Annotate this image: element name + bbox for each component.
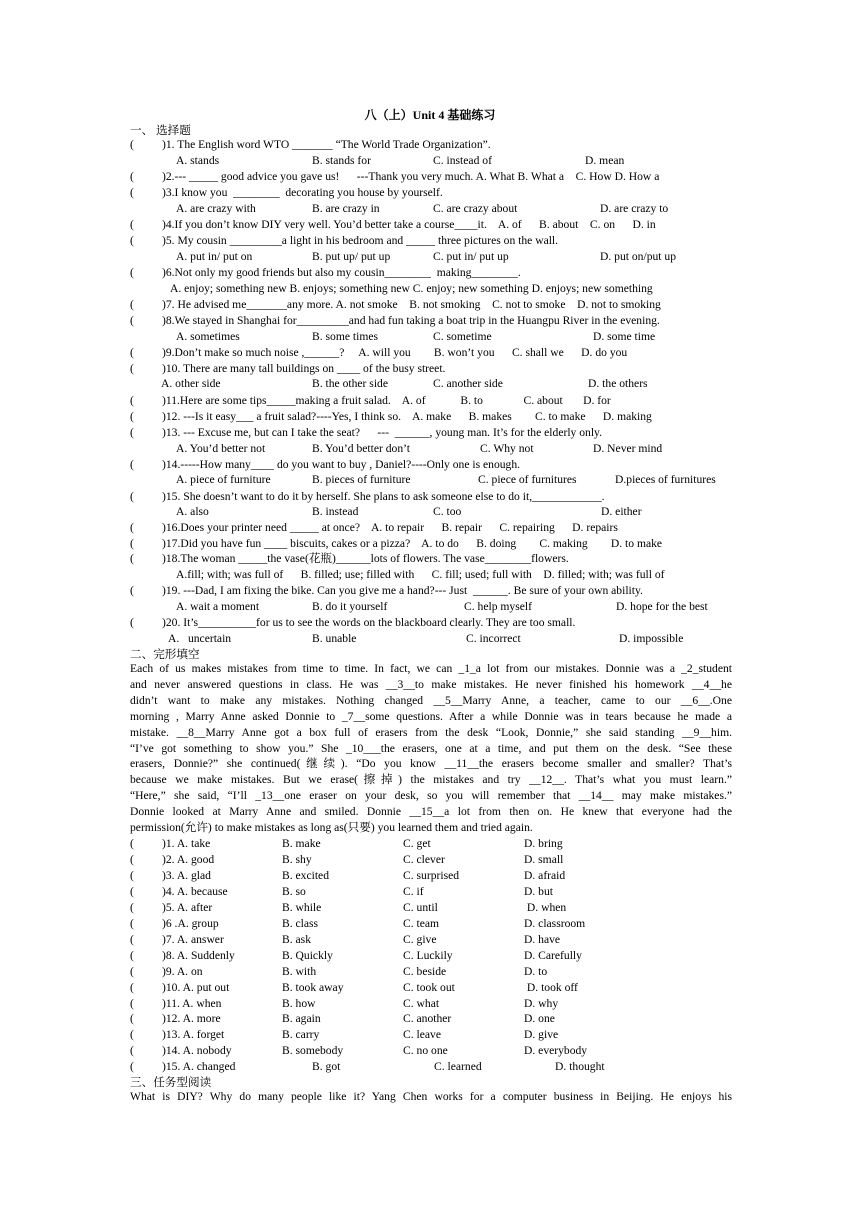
option-b[interactable]: B. excited bbox=[282, 868, 330, 882]
option-b[interactable]: B. class bbox=[282, 916, 319, 930]
option-a[interactable]: A. other side bbox=[161, 377, 221, 390]
cloze-row bbox=[130, 1043, 730, 1059]
cloze-row bbox=[130, 1059, 730, 1075]
option-c[interactable]: C. piece of furnitures bbox=[478, 473, 577, 486]
option-c[interactable]: C. clever bbox=[403, 852, 445, 866]
option-c[interactable]: C. incorrect bbox=[466, 632, 521, 645]
option-d[interactable]: D. give bbox=[524, 1028, 559, 1042]
option-b[interactable]: B. the other side bbox=[312, 377, 388, 390]
option-a[interactable]: )2. A. good bbox=[162, 852, 215, 866]
cloze-row bbox=[130, 916, 730, 932]
option-b[interactable]: B. Quickly bbox=[282, 948, 333, 962]
option-c[interactable]: C. give bbox=[403, 932, 437, 946]
option-row bbox=[0, 504, 642, 520]
option-c[interactable]: C. another bbox=[403, 1012, 452, 1026]
option-row bbox=[0, 567, 665, 583]
option-b[interactable]: B. somebody bbox=[282, 1044, 344, 1058]
option-b[interactable]: B. You’d better don’t bbox=[312, 442, 411, 455]
answer-blank[interactable]: ( bbox=[130, 1028, 134, 1042]
answer-blank[interactable]: ( bbox=[130, 837, 134, 850]
passage-line: mistake. __8__Marry Anne got a box full of erasers from the desk “Look, Donnie,” she said standing __9__him. bbox=[130, 725, 732, 739]
cloze-row bbox=[130, 1027, 730, 1043]
option-c[interactable]: C. learned bbox=[434, 1060, 482, 1074]
option-b[interactable]: B. are crazy in bbox=[312, 202, 380, 215]
option-c[interactable]: C. surprised bbox=[403, 868, 460, 882]
option-d[interactable]: D. Never mind bbox=[593, 442, 663, 455]
option-c[interactable]: C. get bbox=[403, 837, 431, 850]
question-text: )3.I know you ________ decorating you house by yourself. bbox=[162, 186, 443, 199]
option-b[interactable]: B. took away bbox=[282, 980, 344, 994]
option-d[interactable]: D. why bbox=[524, 996, 559, 1010]
option-line: A.fill; with; was full of B. filled; use; filled with C. fill; used; full with D. filled; with; was full of bbox=[176, 568, 665, 581]
question-row bbox=[130, 583, 740, 599]
question-text: )19. ---Dad, I am fixing the bike. Can you give me a hand?--- Just ______. Be sure of your own ability. bbox=[162, 584, 643, 597]
answer-blank[interactable]: ( bbox=[130, 964, 134, 978]
option-a[interactable]: )3. A. glad bbox=[162, 868, 211, 882]
option-d[interactable]: D. bring bbox=[524, 837, 563, 850]
option-c[interactable]: C. no one bbox=[403, 1044, 448, 1058]
question-text: )9.Don’t make so much noise ,______? A. will you B. won’t you C. shall we D. do you bbox=[162, 346, 628, 359]
question-text: )12. ---Is it easy___ a fruit salad?----Yes, I think so. A. make B. makes C. to make D. making bbox=[162, 410, 652, 423]
question-text: )13. --- Excuse me, but can I take the seat? --- ______, young man. It’s for the elderly only. bbox=[162, 426, 602, 439]
option-d[interactable]: D. hope for the best bbox=[616, 600, 708, 613]
section-heading-choice: 一、 选择题 bbox=[130, 124, 191, 137]
option-row bbox=[0, 599, 708, 615]
question-text: )2.--- _____ good advice you gave us! ---Thank you very much. A. What B. What a C. How D. How a bbox=[162, 170, 660, 183]
passage-line: morning , Marry Anne asked Donnie to _7__some questions. After a while Donnie was in tears because he made a bbox=[130, 709, 732, 723]
question-text: )14.-----How many____ do you want to buy , Daniel?----Only one is enough. bbox=[162, 458, 521, 471]
question-text: )1. The English word WTO _______ “The World Trade Organization”. bbox=[162, 138, 491, 151]
passage-line: Donnie looked at Marry Anne and smiled. Donnie __15__a lot from then on. He knew that everyone had the bbox=[130, 805, 732, 819]
option-c[interactable]: C. until bbox=[403, 900, 438, 914]
option-a[interactable]: A. uncertain bbox=[168, 632, 232, 645]
question-row bbox=[130, 233, 740, 249]
passage-line: “Here,” she said, “I’ll _13__one eraser on your desk, so you will remember that __14__ may make mistakes.” bbox=[130, 789, 732, 803]
option-a[interactable]: A. stands bbox=[176, 154, 220, 167]
option-a[interactable]: )8. A. Suddenly bbox=[162, 948, 235, 962]
option-row bbox=[0, 201, 669, 217]
answer-blank[interactable]: ( bbox=[130, 1044, 134, 1058]
option-a[interactable]: A. wait a moment bbox=[176, 600, 260, 613]
answer-blank[interactable]: ( bbox=[130, 916, 134, 930]
option-a[interactable]: )1. A. take bbox=[162, 837, 211, 850]
option-b[interactable]: B. how bbox=[282, 996, 316, 1010]
option-d[interactable]: D. either bbox=[601, 505, 642, 518]
option-a[interactable]: A. are crazy with bbox=[176, 202, 256, 215]
question-row bbox=[130, 169, 740, 185]
question-row bbox=[130, 393, 740, 409]
option-c[interactable]: C. instead of bbox=[433, 154, 492, 167]
answer-blank[interactable]: ( bbox=[130, 996, 134, 1010]
question-text: )4.If you don’t know DIY very well. You’d better take a course____it. A. of B. about C. on D. in bbox=[162, 218, 656, 231]
answer-blank[interactable]: ( bbox=[130, 980, 134, 994]
passage-line: and never answered questions in class. He was __3__to make mistakes. He never finished his homework __4__he bbox=[130, 677, 732, 691]
option-b[interactable]: B. instead bbox=[312, 505, 359, 518]
option-d[interactable]: D. impossible bbox=[619, 632, 684, 645]
option-a[interactable]: A. put in/ put on bbox=[176, 250, 253, 263]
answer-blank[interactable]: ( bbox=[130, 218, 134, 231]
reading-passage bbox=[130, 1089, 732, 1105]
option-a[interactable]: A. also bbox=[176, 505, 209, 518]
question-row bbox=[130, 217, 740, 233]
option-b[interactable]: B. some times bbox=[312, 330, 379, 343]
passage-line: “I’ve got something to show you.” She _10___the erasers, one at a time, and put them on the desk. “See these bbox=[130, 741, 732, 755]
question-row bbox=[130, 615, 740, 631]
answer-blank[interactable]: ( bbox=[130, 346, 134, 359]
passage-line: because we make mistakes. But we erase(擦掉) the mistakes and try __12__. That’s what you must learn.” bbox=[130, 773, 732, 787]
option-c[interactable]: C. Luckily bbox=[403, 948, 453, 962]
option-row bbox=[0, 472, 716, 488]
option-b[interactable]: B. shy bbox=[282, 852, 312, 866]
question-row bbox=[130, 457, 740, 473]
answer-blank[interactable]: ( bbox=[130, 616, 134, 629]
option-a[interactable]: )6 .A. group bbox=[162, 916, 219, 930]
option-a[interactable]: )5. A. after bbox=[162, 900, 213, 914]
question-row bbox=[130, 409, 740, 425]
option-a[interactable]: )9. A. on bbox=[162, 964, 203, 978]
question-text: )18.The woman _____the vase(花瓶)______lots of flowers. The vase________flowers. bbox=[162, 552, 569, 565]
cloze-row bbox=[130, 868, 730, 884]
question-row bbox=[130, 361, 740, 377]
passage-line: permission(允许) to make mistakes as long as(只要) you learned them and tried again. bbox=[130, 821, 533, 835]
option-c[interactable]: C. took out bbox=[403, 980, 455, 994]
option-c[interactable]: C. help myself bbox=[464, 600, 532, 613]
option-b[interactable]: B. got bbox=[312, 1060, 341, 1074]
answer-blank[interactable]: ( bbox=[130, 458, 134, 471]
answer-blank[interactable]: ( bbox=[130, 234, 134, 247]
answer-blank[interactable]: ( bbox=[130, 900, 134, 914]
option-a[interactable]: A. piece of furniture bbox=[176, 473, 271, 486]
option-d[interactable]: D. the others bbox=[588, 377, 648, 390]
question-row bbox=[130, 425, 740, 441]
answer-blank[interactable]: ( bbox=[130, 584, 134, 597]
option-row bbox=[0, 281, 653, 297]
option-c[interactable]: C. what bbox=[403, 996, 440, 1010]
cloze-row bbox=[130, 852, 730, 868]
option-b[interactable]: B. with bbox=[282, 964, 317, 978]
option-c[interactable]: C. put in/ put up bbox=[433, 250, 509, 263]
option-d[interactable]: D. small bbox=[524, 852, 564, 866]
option-d[interactable]: D. one bbox=[524, 1012, 555, 1026]
option-c[interactable]: C. another side bbox=[433, 377, 503, 390]
option-d[interactable]: D. some time bbox=[593, 330, 656, 343]
option-d[interactable]: D. afraid bbox=[524, 868, 566, 882]
question-row bbox=[130, 489, 740, 505]
option-d[interactable]: D. are crazy to bbox=[600, 202, 669, 215]
section-heading-reading: 三、任务型阅读 bbox=[130, 1076, 212, 1089]
option-b[interactable]: B. pieces of furniture bbox=[312, 473, 411, 486]
option-a[interactable]: )10. A. put out bbox=[162, 980, 230, 994]
option-a[interactable]: A. You’d better not bbox=[176, 442, 266, 455]
cloze-row bbox=[130, 996, 730, 1012]
option-row bbox=[0, 329, 656, 345]
option-row bbox=[0, 153, 625, 169]
question-row bbox=[130, 137, 740, 153]
option-a[interactable]: )13. A. forget bbox=[162, 1028, 225, 1042]
option-row bbox=[0, 441, 663, 457]
answer-blank[interactable]: ( bbox=[130, 266, 134, 279]
question-row bbox=[130, 345, 740, 361]
option-a[interactable]: A. sometimes bbox=[176, 330, 240, 343]
option-b[interactable]: B. while bbox=[282, 900, 322, 914]
question-text: )16.Does your printer need _____ at once? A. to repair B. repair C. repairing D. repairs bbox=[162, 521, 618, 534]
answer-blank[interactable]: ( bbox=[130, 410, 134, 423]
answer-blank[interactable]: ( bbox=[130, 362, 134, 375]
option-b[interactable]: B. do it yourself bbox=[312, 600, 388, 613]
option-d[interactable]: D. mean bbox=[585, 154, 625, 167]
cloze-row bbox=[130, 836, 730, 852]
option-d[interactable]: D. but bbox=[524, 884, 553, 898]
cloze-row bbox=[130, 884, 730, 900]
option-b[interactable]: B. again bbox=[282, 1012, 321, 1026]
question-row bbox=[130, 536, 740, 552]
answer-blank[interactable]: ( bbox=[130, 868, 134, 882]
answer-blank[interactable]: ( bbox=[130, 521, 134, 534]
option-c[interactable]: C. team bbox=[403, 916, 440, 930]
question-text: )20. It’s__________for us to see the words on the blackboard clearly. They are too small. bbox=[162, 616, 576, 629]
cloze-row bbox=[130, 964, 730, 980]
option-c[interactable]: C. are crazy about bbox=[433, 202, 518, 215]
answer-blank[interactable]: ( bbox=[130, 948, 134, 962]
answer-blank[interactable]: ( bbox=[130, 852, 134, 866]
option-b[interactable]: B. carry bbox=[282, 1028, 320, 1042]
answer-blank[interactable]: ( bbox=[130, 186, 134, 199]
option-row bbox=[0, 631, 684, 647]
option-line: A. enjoy; something new B. enjoys; something new C. enjoy; new something D. enjoys; new something bbox=[170, 282, 653, 295]
cloze-row bbox=[130, 948, 730, 964]
answer-blank[interactable]: ( bbox=[130, 932, 134, 946]
question-row bbox=[130, 313, 740, 329]
answer-blank[interactable]: ( bbox=[130, 394, 134, 407]
cloze-row bbox=[130, 900, 730, 916]
option-d[interactable]: D. put on/put up bbox=[600, 250, 677, 263]
question-text: )10. There are many tall buildings on ____ of the busy street. bbox=[162, 362, 446, 375]
answer-blank[interactable]: ( bbox=[130, 490, 134, 503]
cloze-row bbox=[130, 1011, 730, 1027]
option-b[interactable]: B. stands for bbox=[312, 154, 371, 167]
question-row bbox=[130, 185, 740, 201]
option-c[interactable]: C. leave bbox=[403, 1028, 441, 1042]
option-c[interactable]: C. Why not bbox=[480, 442, 534, 455]
question-text: )11.Here are some tips_____making a fruit salad. A. of B. to C. about D. for bbox=[162, 394, 611, 407]
reading-line: What is DIY? Why do many people like it? Yang Chen works for a computer business in Beijing. He enjoys his bbox=[130, 1090, 732, 1103]
option-d[interactable]: D. classroom bbox=[524, 916, 586, 930]
option-d[interactable]: D. have bbox=[524, 932, 561, 946]
passage-line: didn’t want to make any mistakes. Nothing changed __5__Marry Anne, a teacher, came to our __6__.One bbox=[130, 693, 732, 707]
option-d[interactable]: D. everybody bbox=[524, 1044, 588, 1058]
option-c[interactable]: C. too bbox=[433, 505, 462, 518]
answer-blank[interactable]: ( bbox=[130, 170, 134, 183]
question-row bbox=[130, 297, 740, 313]
question-text: )7. He advised me_______any more. A. not smoke B. not smoking C. not to smoke D. not to smoking bbox=[162, 298, 661, 311]
answer-blank[interactable]: ( bbox=[130, 1012, 134, 1026]
option-b[interactable]: B. ask bbox=[282, 932, 311, 946]
question-text: )6.Not only my good friends but also my cousin________ making________. bbox=[162, 266, 521, 279]
option-d[interactable]: D.pieces of furnitures bbox=[615, 473, 716, 486]
option-a[interactable]: )7. A. answer bbox=[162, 932, 224, 946]
answer-blank[interactable]: ( bbox=[130, 314, 134, 327]
question-row bbox=[130, 265, 740, 281]
answer-blank[interactable]: ( bbox=[130, 884, 134, 898]
answer-blank[interactable]: ( bbox=[130, 138, 134, 151]
option-c[interactable]: C. sometime bbox=[433, 330, 492, 343]
answer-blank[interactable]: ( bbox=[130, 426, 134, 439]
cloze-passage bbox=[130, 661, 732, 836]
answer-blank[interactable]: ( bbox=[130, 552, 134, 565]
question-text: )15. She doesn’t want to do it by herself. She plans to ask someone else to do it,____________. bbox=[162, 490, 605, 503]
option-d[interactable]: D. took off bbox=[524, 980, 578, 994]
section-heading-cloze: 二、完形填空 bbox=[130, 648, 200, 661]
option-b[interactable]: B. make bbox=[282, 837, 321, 850]
option-a[interactable]: )15. A. changed bbox=[162, 1060, 236, 1074]
question-text: )17.Did you have fun ____ biscuits, cakes or a pizza? A. to do B. doing C. making D. to make bbox=[162, 537, 663, 550]
option-a[interactable]: )12. A. more bbox=[162, 1012, 221, 1026]
question-row bbox=[130, 520, 740, 536]
option-b[interactable]: B. so bbox=[282, 884, 306, 898]
question-text: )8.We stayed in Shanghai for_________and had fun taking a boat trip in the Huangpu River in the evening. bbox=[162, 314, 660, 327]
option-a[interactable]: )11. A. when bbox=[162, 996, 222, 1010]
option-d[interactable]: D. to bbox=[524, 964, 548, 978]
passage-line: Each of us makes mistakes from time to time. In fact, we can _1_a lot from our mistakes. Donnie was a _2_student bbox=[130, 662, 732, 675]
option-d[interactable]: D. thought bbox=[555, 1060, 605, 1074]
answer-blank[interactable]: ( bbox=[130, 1060, 134, 1074]
option-d[interactable]: D. when bbox=[524, 900, 567, 914]
answer-blank[interactable]: ( bbox=[130, 298, 134, 311]
option-b[interactable]: B. unable bbox=[312, 632, 357, 645]
option-a[interactable]: )14. A. nobody bbox=[162, 1044, 232, 1058]
option-c[interactable]: C. beside bbox=[403, 964, 447, 978]
option-b[interactable]: B. put up/ put up bbox=[312, 250, 391, 263]
cloze-row bbox=[130, 980, 730, 996]
answer-blank[interactable]: ( bbox=[130, 537, 134, 550]
option-d[interactable]: D. Carefully bbox=[524, 948, 582, 962]
question-row bbox=[130, 551, 740, 567]
question-text: )5. My cousin _________a light in his bedroom and _____ three pictures on the wall. bbox=[162, 234, 559, 247]
option-c[interactable]: C. if bbox=[403, 884, 424, 898]
page-title: 八（上）Unit 4 基础练习 bbox=[364, 108, 496, 122]
passage-line: erasers, Donnie?” she continued(继续). “Do you know __11__the erasers become smaller and smaller? That’s bbox=[130, 757, 732, 771]
option-row bbox=[0, 249, 677, 265]
cloze-row bbox=[130, 932, 730, 948]
option-row bbox=[0, 376, 648, 392]
option-a[interactable]: )4. A. because bbox=[162, 884, 228, 898]
